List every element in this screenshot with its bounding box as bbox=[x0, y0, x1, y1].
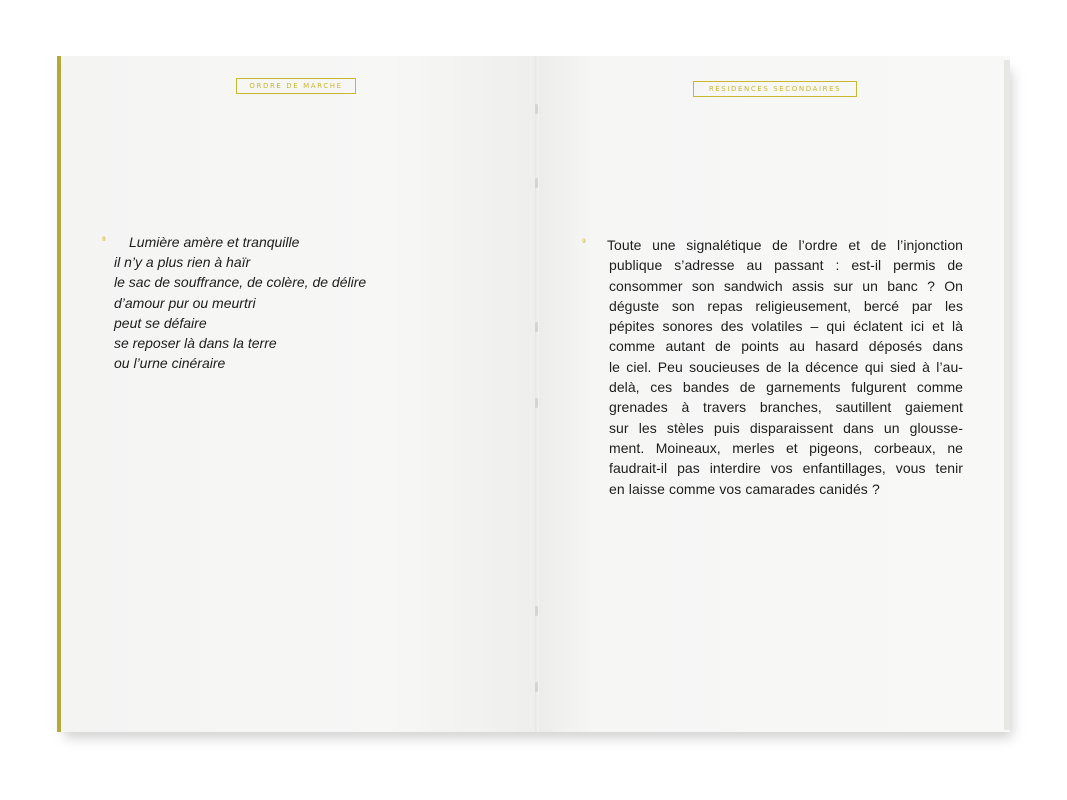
poem-line: se reposer là dans la terre bbox=[114, 335, 277, 352]
prose-line: en laisse comme vos camarades canidés ? bbox=[609, 480, 880, 497]
poem-line: le sac de souffrance, de colère, de délire bbox=[114, 274, 367, 291]
binding-stitch bbox=[535, 682, 538, 692]
binding-stitch bbox=[535, 178, 538, 188]
poem-line: peut se défaire bbox=[114, 314, 207, 331]
poem-line: Lumière amère et tranquille bbox=[129, 234, 300, 250]
running-head-left: ORDRE DE MARCHE bbox=[236, 78, 356, 94]
prose-line: Toute une signalétique de l’ordre et de l’injonction bbox=[607, 237, 963, 253]
poem-line: il n’y a plus rien à haïr bbox=[114, 254, 251, 271]
prose-line: sur les stèles puis disparaissent dans un glousse- bbox=[609, 419, 963, 436]
left-page bbox=[57, 56, 537, 732]
prose-line: delà, ces bandes de garnements fulgurent comme bbox=[609, 379, 963, 396]
binding-stitch bbox=[535, 322, 538, 332]
binding-stitch bbox=[535, 606, 538, 616]
prose-line: pépites sonores des volatiles – qui éclatent ici et là bbox=[609, 318, 963, 335]
prose-line: comme autant de points au hasard déposés dans bbox=[609, 338, 963, 355]
folio-right: 9 bbox=[582, 238, 586, 245]
cover-edge bbox=[57, 56, 61, 732]
prose-line: déguste son repas religieusement, bercé par les bbox=[609, 297, 963, 314]
folio-left: 8 bbox=[102, 236, 106, 243]
prose-line: le ciel. Peu soucieuses de la décence qui sied à l’au- bbox=[609, 358, 963, 375]
binding-stitch bbox=[535, 104, 538, 114]
running-head-right: RÉSIDENCES SECONDAIRES bbox=[693, 81, 857, 97]
gutter-fold bbox=[535, 56, 539, 732]
poem-line: ou l’urne cinéraire bbox=[114, 355, 226, 372]
binding-stitch bbox=[535, 398, 538, 408]
page-fore-edge bbox=[1004, 60, 1010, 730]
prose-line: faudrait-il pas interdire vos enfantillages, vous tenir bbox=[609, 460, 963, 477]
prose-line: grenades à travers branches, sautillent gaiement bbox=[609, 399, 963, 416]
poem-text bbox=[114, 232, 434, 373]
prose-line: ment. Moineaux, merles et pigeons, corbeaux, ne bbox=[609, 439, 963, 456]
prose-paragraph bbox=[609, 235, 963, 499]
prose-line: publique s’adresse au passant : est-il permis de bbox=[609, 257, 963, 274]
prose-line: consommer son sandwich assis sur un banc ? On bbox=[609, 277, 963, 294]
poem-line: d’amour pur ou meurtri bbox=[114, 294, 256, 311]
